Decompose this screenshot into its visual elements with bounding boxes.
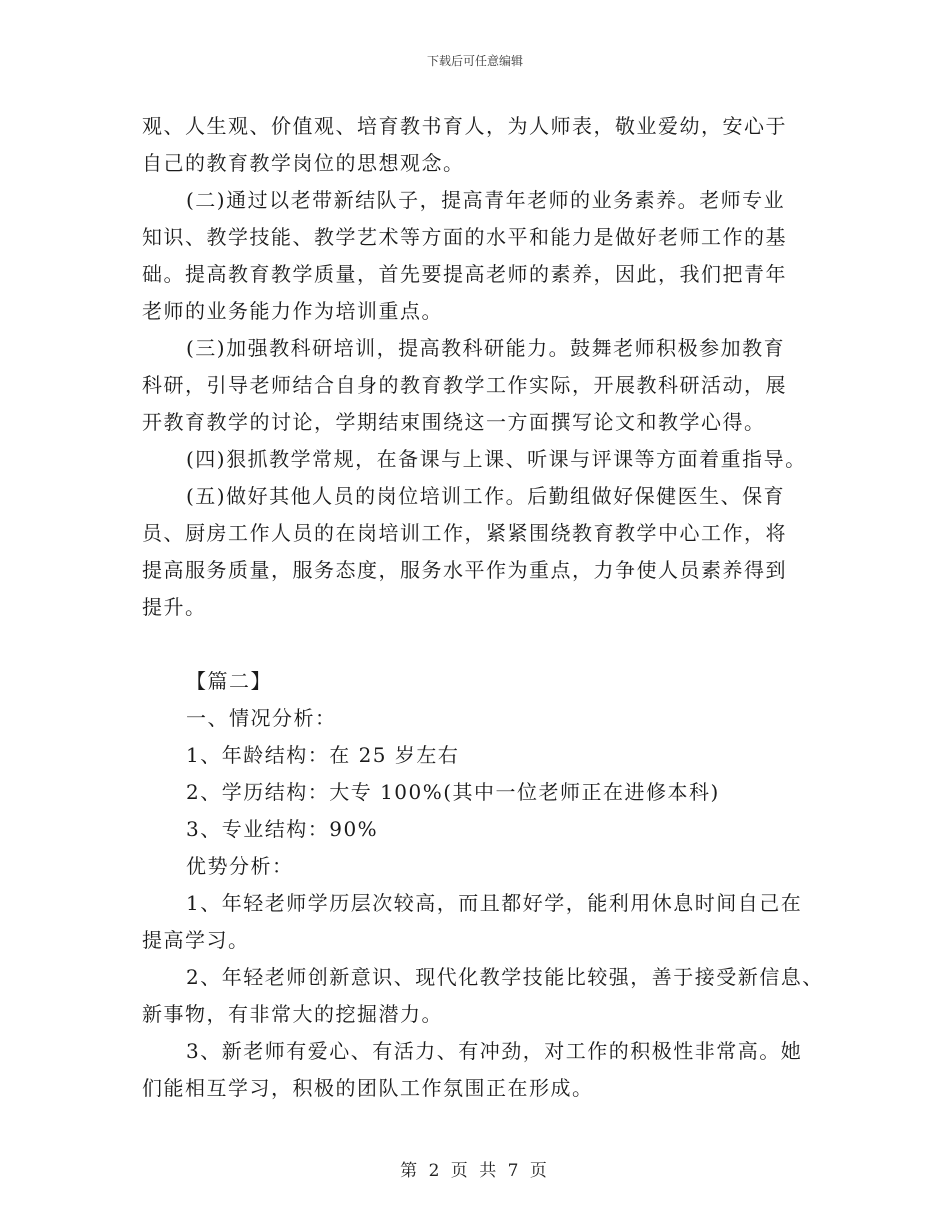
paragraph-line: 提升。 [142,595,207,619]
paragraph-line: 提高学习。 [142,928,250,952]
paragraph-line: 础。提高教育教学质量，首先要提高老师的素养，因此，我们把青年 [142,262,787,286]
list-item: 2、学历结构：大专 100%(其中一位老师正在进修本科) [186,780,720,804]
paragraph-line: 知识、教学技能、教学艺术等方面的水平和能力是做好老师工作的基 [142,225,787,249]
paragraph-line: 1、年轻老师学历层次较高，而且都好学，能利用休息时间自己在 [186,891,803,915]
list-item: 1、年龄结构：在 25 岁左右 [186,743,460,767]
paragraph-line: 观、人生观、价值观、培育教书育人，为人师表，敬业爱幼，安心于 [142,114,787,138]
paragraph-line: 自己的教育教学岗位的思想观念。 [142,151,465,175]
paragraph-line: 开教育教学的讨论，学期结束围绕这一方面撰写论文和教学心得。 [142,410,766,434]
document-body [142,108,822,1107]
paragraph-line: 们能相互学习，积极的团队工作氛围正在形成。 [142,1076,594,1100]
section-heading: 【篇二】 [186,669,272,693]
paragraph-line: (三)加强教科研培训，提高教科研能力。鼓舞老师积极参加教育 [186,336,786,360]
list-item: 3、专业结构：90% [186,817,379,841]
paragraph-line: (二)通过以老带新结队子，提高青年老师的业务素养。老师专业 [186,188,786,212]
paragraph-line: 员、厨房工作人员的在岗培训工作，紧紧围绕教育教学中心工作，将 [142,521,787,545]
blank-line [142,626,822,663]
paragraph-line: 科研，引导老师结合自身的教育教学工作实际，开展教科研活动，展 [142,373,787,397]
paragraph-line: 新事物，有非常大的挖掘潜力。 [142,1002,443,1026]
page-number-footer: 第 2 页 共 7 页 [400,1161,550,1181]
paragraph-line: (五)做好其他人员的岗位培训工作。后勤组做好保健医生、保育 [186,484,786,508]
paragraph-line: 老师的业务能力作为培训重点。 [142,299,443,323]
subsection-heading: 优势分析： [186,854,294,878]
paragraph-line: 3、新老师有爱心、有活力、有冲劲，对工作的积极性非常高。她 [186,1039,803,1063]
page-header: 下载后可任意编辑 [426,54,523,68]
paragraph-line: 2、年轻老师创新意识、现代化教学技能比较强，善于接受新信息、 [186,965,824,989]
paragraph-line: 提高服务质量，服务态度，服务水平作为重点，力争使人员素养得到 [142,558,787,582]
paragraph-line: (四)狠抓教学常规，在备课与上课、听课与评课等方面着重指导。 [186,447,807,471]
subsection-heading: 一、情况分析： [186,706,337,730]
